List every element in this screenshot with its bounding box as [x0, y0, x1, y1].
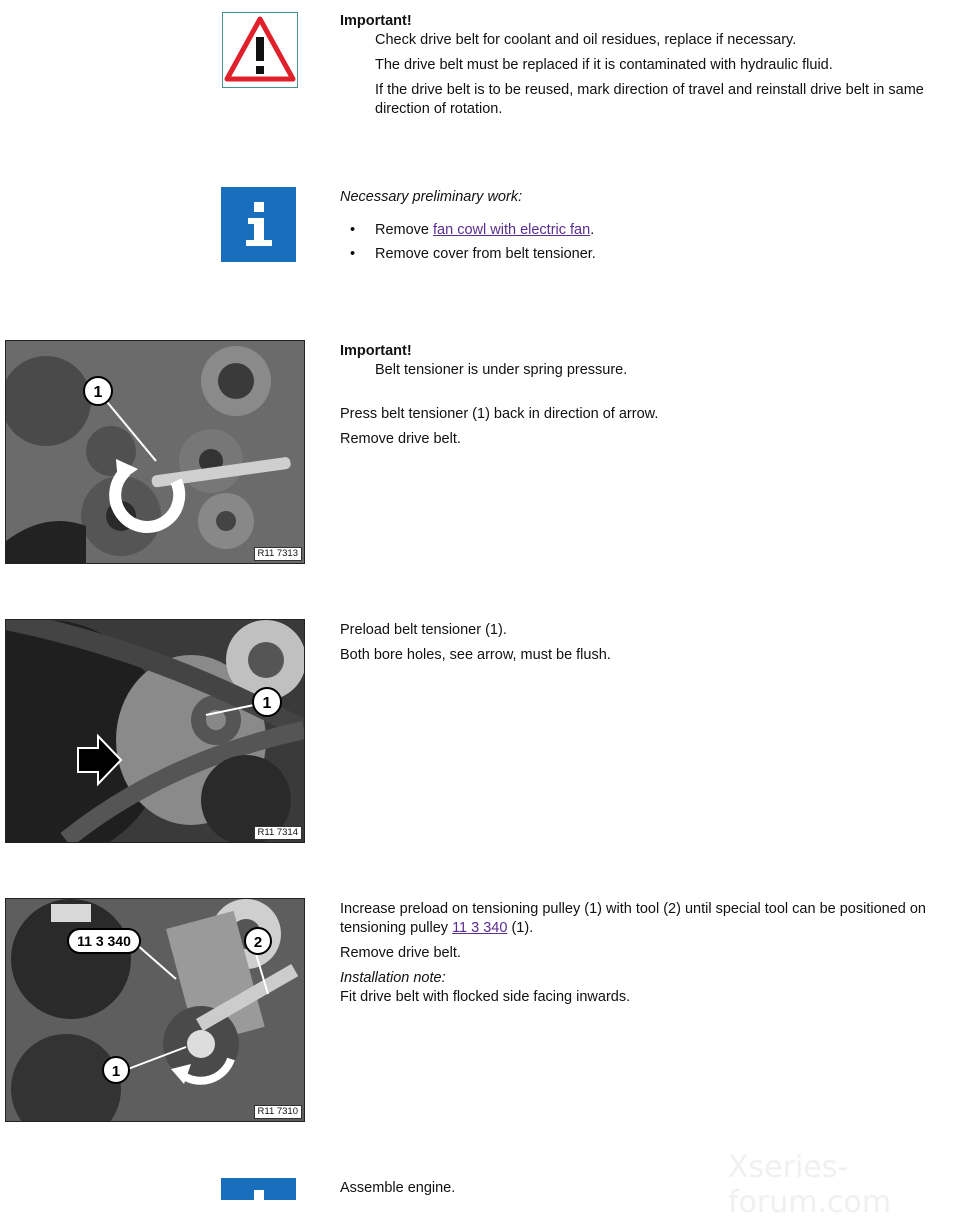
callout-tool: 11 3 340	[77, 933, 131, 949]
warning-text	[340, 12, 956, 125]
spring-pressure-note: Belt tensioner is under spring pressure.	[375, 362, 628, 378]
warning-line: The drive belt must be replaced if it is contaminated with hydraulic fluid.	[375, 57, 833, 73]
instruction-line: Remove drive belt.	[340, 945, 461, 961]
step3-text	[340, 900, 956, 1013]
info-icon	[221, 187, 296, 262]
instruction-line: Both bore holes, see arrow, must be flush.	[340, 647, 611, 663]
instruction-line: Press belt tensioner (1) back in direction of arrow.	[340, 406, 659, 422]
instruction-line: Preload belt tensioner (1).	[340, 622, 507, 638]
fan-cowl-link[interactable]: fan cowl with electric fan	[433, 222, 591, 238]
step1-text	[340, 342, 956, 455]
callout-1: 1	[93, 384, 103, 401]
warning-heading: Important!	[340, 13, 412, 29]
belt-tensioner-photo	[5, 340, 305, 564]
info-text	[340, 188, 956, 269]
instruction-line: Increase preload on tensioning pulley (1) with tool (2) until special tool can be positioned on tensioning pulley 11 3 340 (1).	[340, 901, 926, 936]
warning-line: If the drive belt is to be reused, mark direction of travel and reinstall drive belt in same direction of rotation.	[375, 82, 924, 117]
instruction-line: Remove drive belt.	[340, 431, 461, 447]
info-icon-box-partial	[221, 1178, 296, 1200]
callout-1: 1	[111, 1063, 121, 1080]
installation-note-label: Installation note:	[340, 970, 446, 986]
step2-text	[340, 621, 956, 671]
warning-line: Check drive belt for coolant and oil residues, replace if necessary.	[375, 32, 797, 48]
list-item: • Remove fan cowl with electric fan.	[340, 221, 956, 240]
warning-triangle-icon	[223, 13, 297, 87]
callout-2: 2	[253, 934, 263, 951]
figure-caption: R11 7310	[254, 1105, 303, 1119]
tensioning-pulley-photo	[5, 898, 305, 1122]
callout-1: 1	[262, 695, 272, 712]
preliminary-list	[340, 221, 956, 264]
list-item: • Remove cover from belt tensioner.	[340, 245, 956, 264]
watermark: Xseries-forum.com	[728, 1150, 892, 1220]
bore-holes-photo	[5, 619, 305, 843]
important-heading: Important!	[340, 343, 412, 359]
info-icon	[221, 1178, 296, 1200]
special-tool-link[interactable]: 11 3 340	[452, 920, 508, 936]
figure-caption: R11 7313	[254, 547, 303, 561]
final-text: Assemble engine.	[340, 1180, 456, 1196]
info-icon-box	[221, 187, 296, 262]
info-heading: Necessary preliminary work:	[340, 189, 523, 205]
installation-note-text: Fit drive belt with flocked side facing inwards.	[340, 989, 631, 1005]
figure-caption: R11 7314	[254, 826, 303, 840]
warning-icon-box	[222, 12, 298, 88]
